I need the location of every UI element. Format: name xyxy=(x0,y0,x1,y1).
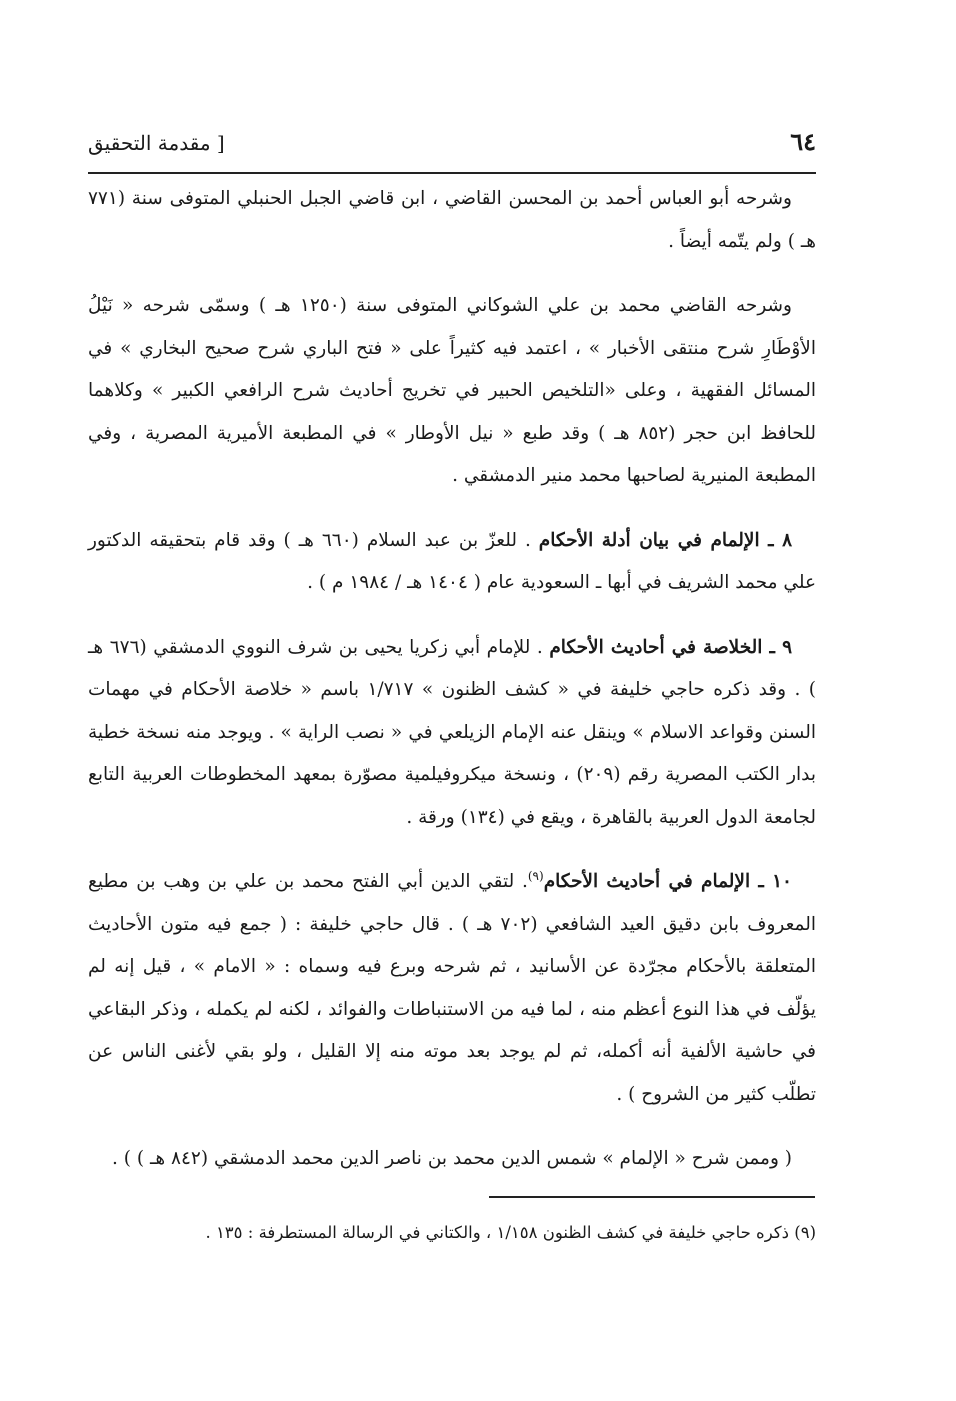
item-heading: ١٠ ـ الإلمام في أحاديث الأحكام xyxy=(543,871,792,892)
item-heading: ٩ ـ الخلاصة في أحاديث الأحكام xyxy=(549,636,792,658)
paragraph-item-8: ٨ ـ الإلمام في بيان أدلة الأحكام . للعزّ بن عبد السلام (٦٦٠ هـ ) وقد قام بتحقيقه الدكتور علي محمد الشريف في أبها ـ السعودية عام ( ١٤٠٤ هـ / ١٩٨٤ م ) . xyxy=(88,529,816,593)
footnote: (٩) ذكره حاجي خليفة في كشف الظنون ١/١٥٨ ، والكتاني في الرسالة المستطرفة : ١٣٥ . xyxy=(205,1223,816,1242)
paragraph-commentary-shawkani: وشرحه القاضي محمد بن علي الشوكاني المتوفى سنة (١٢٥٠ هـ ) وسمّى شرحه « نَيْلُ الأوْطَارِ شرح منتقى الأخبار » ، اعتمد فيه كثيراً على « فتح الباري شرح صحيح البخاري » في المسائل الفقهية ، وعلى «التلخيص الحبير في تخريج أحاديث شرح الرافعي الكبير » وكلاهما للحافظ ابن حجر (٨٥٢ هـ ) وقد طبع « نيل الأوطار » في المطبعة الأميرية المصرية ، وفي المطبعة المنيرية لصاحبها محمد منير الدمشقي . xyxy=(88,295,816,486)
footnote-reference[interactable]: (٩) xyxy=(527,868,544,883)
page-number: ٦٤ xyxy=(790,127,816,156)
item-heading: ٨ ـ الإلمام في بيان أدلة الأحكام xyxy=(538,529,792,551)
paragraph-item-9: ٩ ـ الخلاصة في أحاديث الأحكام . للإمام أبي زكريا يحيى بن شرف النووي الدمشقي (٦٧٦ هـ ) . وقد ذكره حاجي خليفة في « كشف الظنون » ١/٧١٧ باسم « خلاصة الأحكام في مهمات السنن وقواعد الاسلام » وينقل عنه الإمام الزيلعي في « نصب الراية » . ويوجد منه نسخة خطية بدار الكتب المصرية رقم (٢٠٩) ، ونسخة ميكروفيلمية مصوّرة بمعهد المخطوطات العربية التابع لجامعة الدول العربية بالقاهرة ، ويقع في (١٣٤) ورقة . xyxy=(88,636,817,828)
footnote-rule xyxy=(489,1196,815,1198)
running-title: [ مقدمة التحقيق xyxy=(88,131,225,155)
paragraph-commentary-ibn-qadi-al-jabal: وشرحه أبو العباس أحمد بن المحسن القاضي ، ابن قاضي الجبل الحنبلي المتوفى سنة (٧٧١ هـ ) ولم يتّمه أيضاً . xyxy=(88,188,816,252)
main-text xyxy=(88,178,816,1203)
paragraph-commentary-ibn-nasir-al-din: ( وممن شرح « الإلمام » شمس الدين محمد بن ناصر الدين محمد الدمشقي (٨٤٢ هـ ) ) . xyxy=(112,1148,792,1169)
page-header xyxy=(88,123,816,163)
header-rule xyxy=(88,172,816,174)
paragraph-item-10: ١٠ ـ الإلمام في أحاديث الأحكام$^{(٩)}$. لتقي الدين أبي الفتح محمد بن علي بن وهب بن مطيع المعروف بابن دقيق العيد الشافعي (٧٠٢ هـ ) . قال حاجي خليفة : ( جمع فيه متون الأحاديث المتعلقة بالأحكام مجرّدة عن الأسانيد ، ثم شرحه وبرع فيه وسماه : « الامام » ، قيل إنه لم يؤلّف في هذا النوع أعظم منه ، لما فيه من الاستنباطات والفوائد ، لكنه لم يكمله ، وذكر البقاعي في حاشية الألفية أنه أكمله، ثم لم يوجد بعد موته منه إلا القليل ، ولو بقي لأغنى الناس عن تطلّب كثير من الشروح ) . xyxy=(88,868,816,1105)
